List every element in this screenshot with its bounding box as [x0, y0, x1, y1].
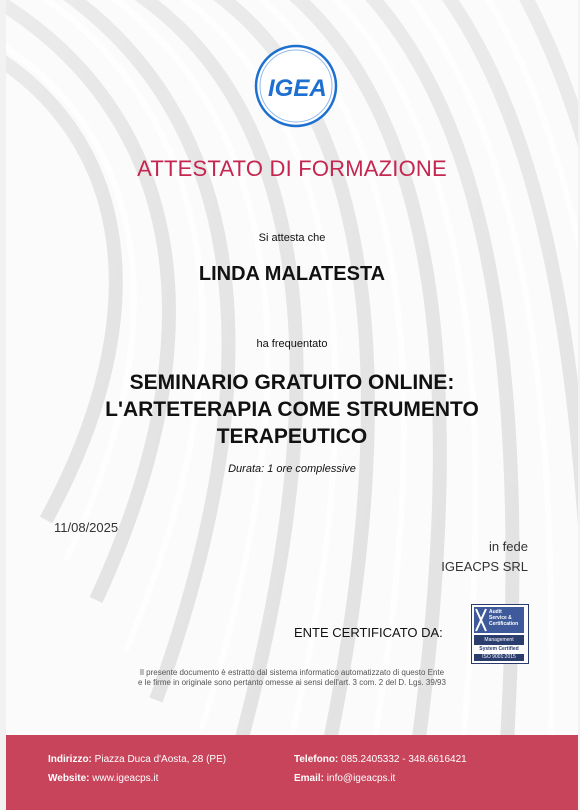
footer-address [48, 754, 226, 765]
course-line-1: SEMINARIO GRATUITO ONLINE: [129, 371, 455, 394]
signature-block [441, 537, 528, 577]
email-label: Email: [294, 773, 325, 784]
cert-line2: Service & [489, 615, 512, 621]
cert-line3: Certification [489, 621, 519, 627]
certificate-title: ATTESTATO DI FORMAZIONE [137, 156, 447, 181]
issue-date: 11/08/2025 [54, 520, 119, 535]
course-line-3: TERAPEUTICO [216, 425, 368, 448]
in-fede-label: in fede [488, 539, 528, 554]
cert-iso: ISO 9001:2015 [474, 654, 524, 661]
issuer-name: IGEACPS SRL [441, 559, 528, 574]
phone-value: 085.2405332 - 348.6616421 [341, 754, 467, 765]
footer-phone [294, 754, 467, 765]
address-value: Piazza Duca d'Aosta, 28 (PE) [94, 754, 227, 765]
attended-label: ha frequentato [256, 338, 328, 350]
certificate-page [6, 0, 578, 810]
footer-email [294, 773, 395, 784]
disclaimer [6, 668, 578, 688]
duration: Durata: 1 ore complessive [228, 463, 356, 475]
iso-certification-badge [471, 604, 529, 664]
cert-line1: Audit [489, 609, 502, 615]
website-link[interactable]: www.igeacps.it [92, 773, 159, 784]
disclaimer-line-2: e le firme in originale sono pertanto omesse ai sensi dell'art. 3 com. 2 del D. Lgs. 39/93 [138, 678, 446, 687]
ente-certificato-label: ENTE CERTIFICATO DA: [294, 625, 443, 640]
logo-text: IGEA [268, 75, 327, 102]
address-label: Indirizzo: [48, 754, 92, 765]
cert-system: System Certified [479, 646, 519, 652]
email-link[interactable]: info@igeacps.it [326, 773, 396, 784]
phone-label: Telefono: [294, 754, 339, 765]
cert-badge-title [489, 609, 518, 627]
website-label: Website: [48, 773, 90, 784]
disclaimer-line-1: Il presente documento è estratto dal sistema informatico automatizzato di questo Ente [139, 668, 445, 677]
attest-label: Si attesta che [258, 232, 326, 244]
recipient-name: LINDA MALATESTA [198, 263, 386, 285]
igea-logo-icon [254, 44, 338, 128]
course-line-2: L'ARTETERAPIA COME STRUMENTO [105, 398, 479, 421]
course-title [6, 369, 578, 450]
cert-x-icon [474, 607, 488, 633]
footer-bar [6, 735, 578, 810]
cert-management: Management [474, 635, 524, 645]
footer-website [48, 773, 158, 784]
